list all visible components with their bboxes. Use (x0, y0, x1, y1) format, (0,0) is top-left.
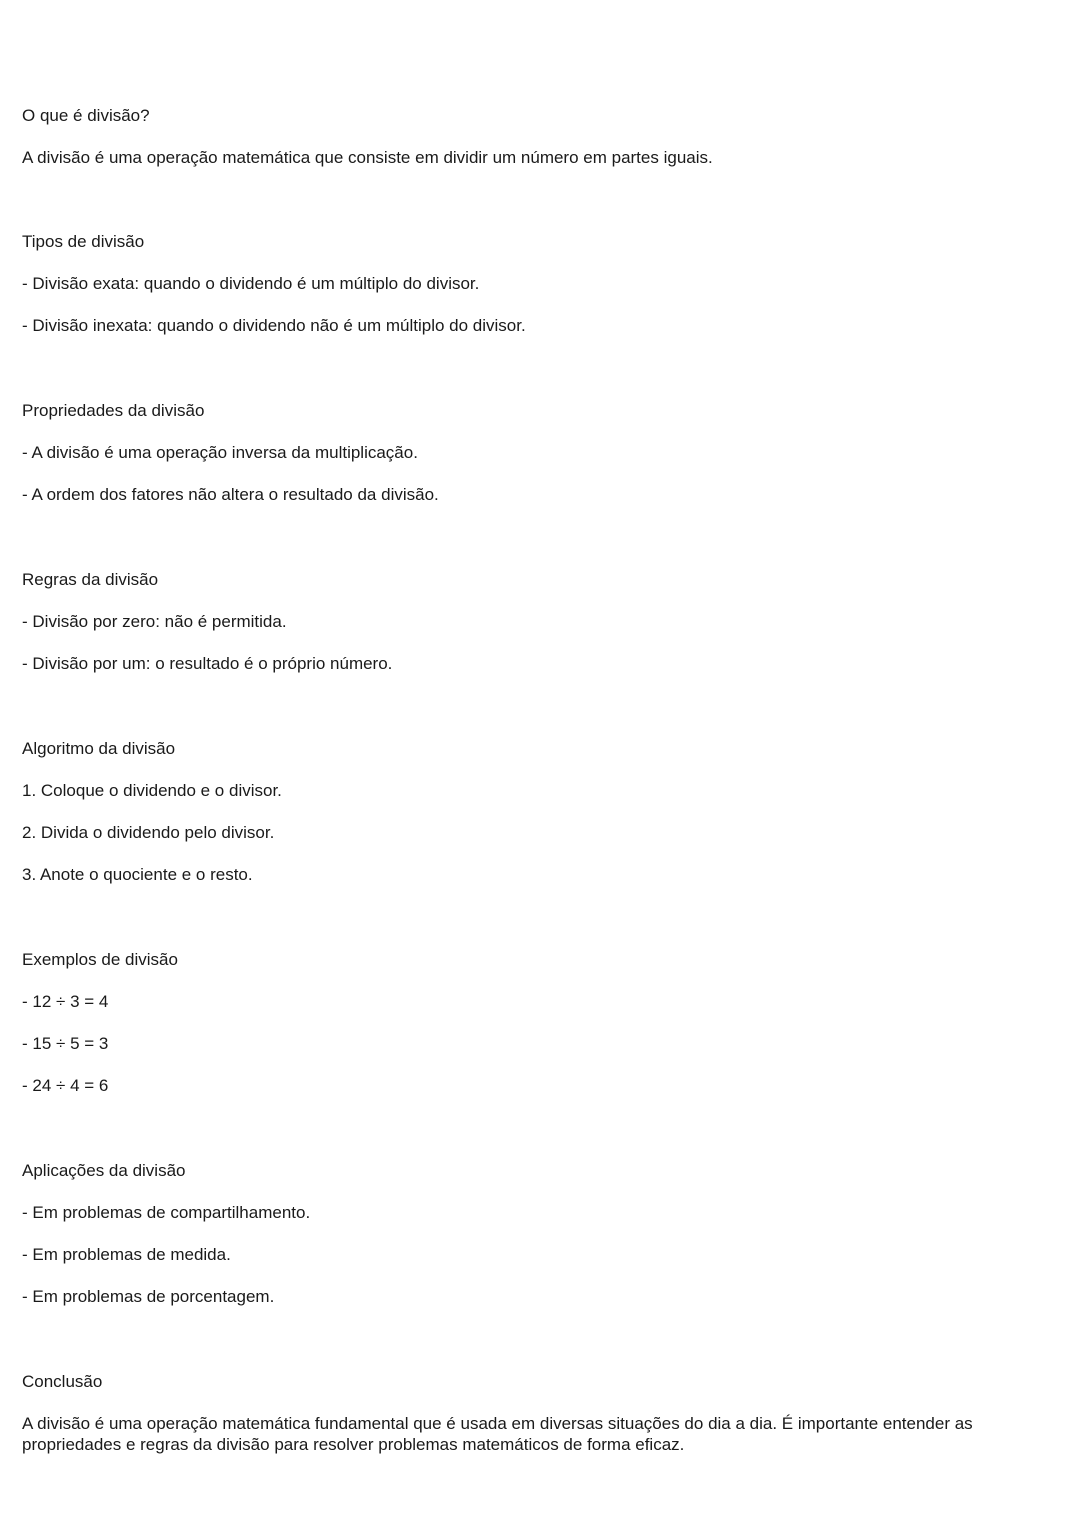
list-item: - 24 ÷ 4 = 6 (22, 1076, 109, 1095)
section-heading-applications: Aplicações da divisão (22, 1161, 186, 1180)
list-item: - 15 ÷ 5 = 3 (22, 1034, 109, 1053)
list-item: - A ordem dos fatores não altera o resultado da divisão. (22, 485, 439, 504)
list-item: - Divisão por um: o resultado é o próprio número. (22, 654, 393, 673)
section-heading-rules: Regras da divisão (22, 570, 159, 589)
list-item: - Divisão exata: quando o dividendo é um múltiplo do divisor. (22, 274, 480, 293)
list-item: - Divisão inexata: quando o dividendo não é um múltiplo do divisor. (22, 316, 526, 335)
section-heading-conclusion: Conclusão (22, 1372, 103, 1391)
document-page (22, 0, 1022, 1528)
list-item: - Em problemas de medida. (22, 1245, 231, 1264)
section-heading-what-is-division: O que é divisão? (22, 106, 150, 125)
list-item: - Em problemas de compartilhamento. (22, 1203, 311, 1222)
list-item: - 12 ÷ 3 = 4 (22, 992, 109, 1011)
list-item: - A divisão é uma operação inversa da multiplicação. (22, 443, 418, 462)
list-item: 2. Divida o dividendo pelo divisor. (22, 823, 275, 842)
conclusion-paragraph: A divisão é uma operação matemática fundamental que é usada em diversas situações do dia a dia. É importante entender as propriedades e regras da divisão para resolver problemas matemáticos de forma eficaz. (22, 1414, 973, 1454)
section-heading-properties: Propriedades da divisão (22, 401, 205, 420)
definition-paragraph: A divisão é uma operação matemática que consiste em dividir um número em partes iguais. (22, 148, 713, 167)
section-heading-examples: Exemplos de divisão (22, 950, 178, 969)
list-item: - Em problemas de porcentagem. (22, 1287, 275, 1306)
list-item: 1. Coloque o dividendo e o divisor. (22, 781, 282, 800)
list-item: 3. Anote o quociente e o resto. (22, 865, 253, 884)
section-heading-algorithm: Algoritmo da divisão (22, 739, 176, 758)
section-heading-types: Tipos de divisão (22, 232, 145, 251)
list-item: - Divisão por zero: não é permitida. (22, 612, 287, 631)
